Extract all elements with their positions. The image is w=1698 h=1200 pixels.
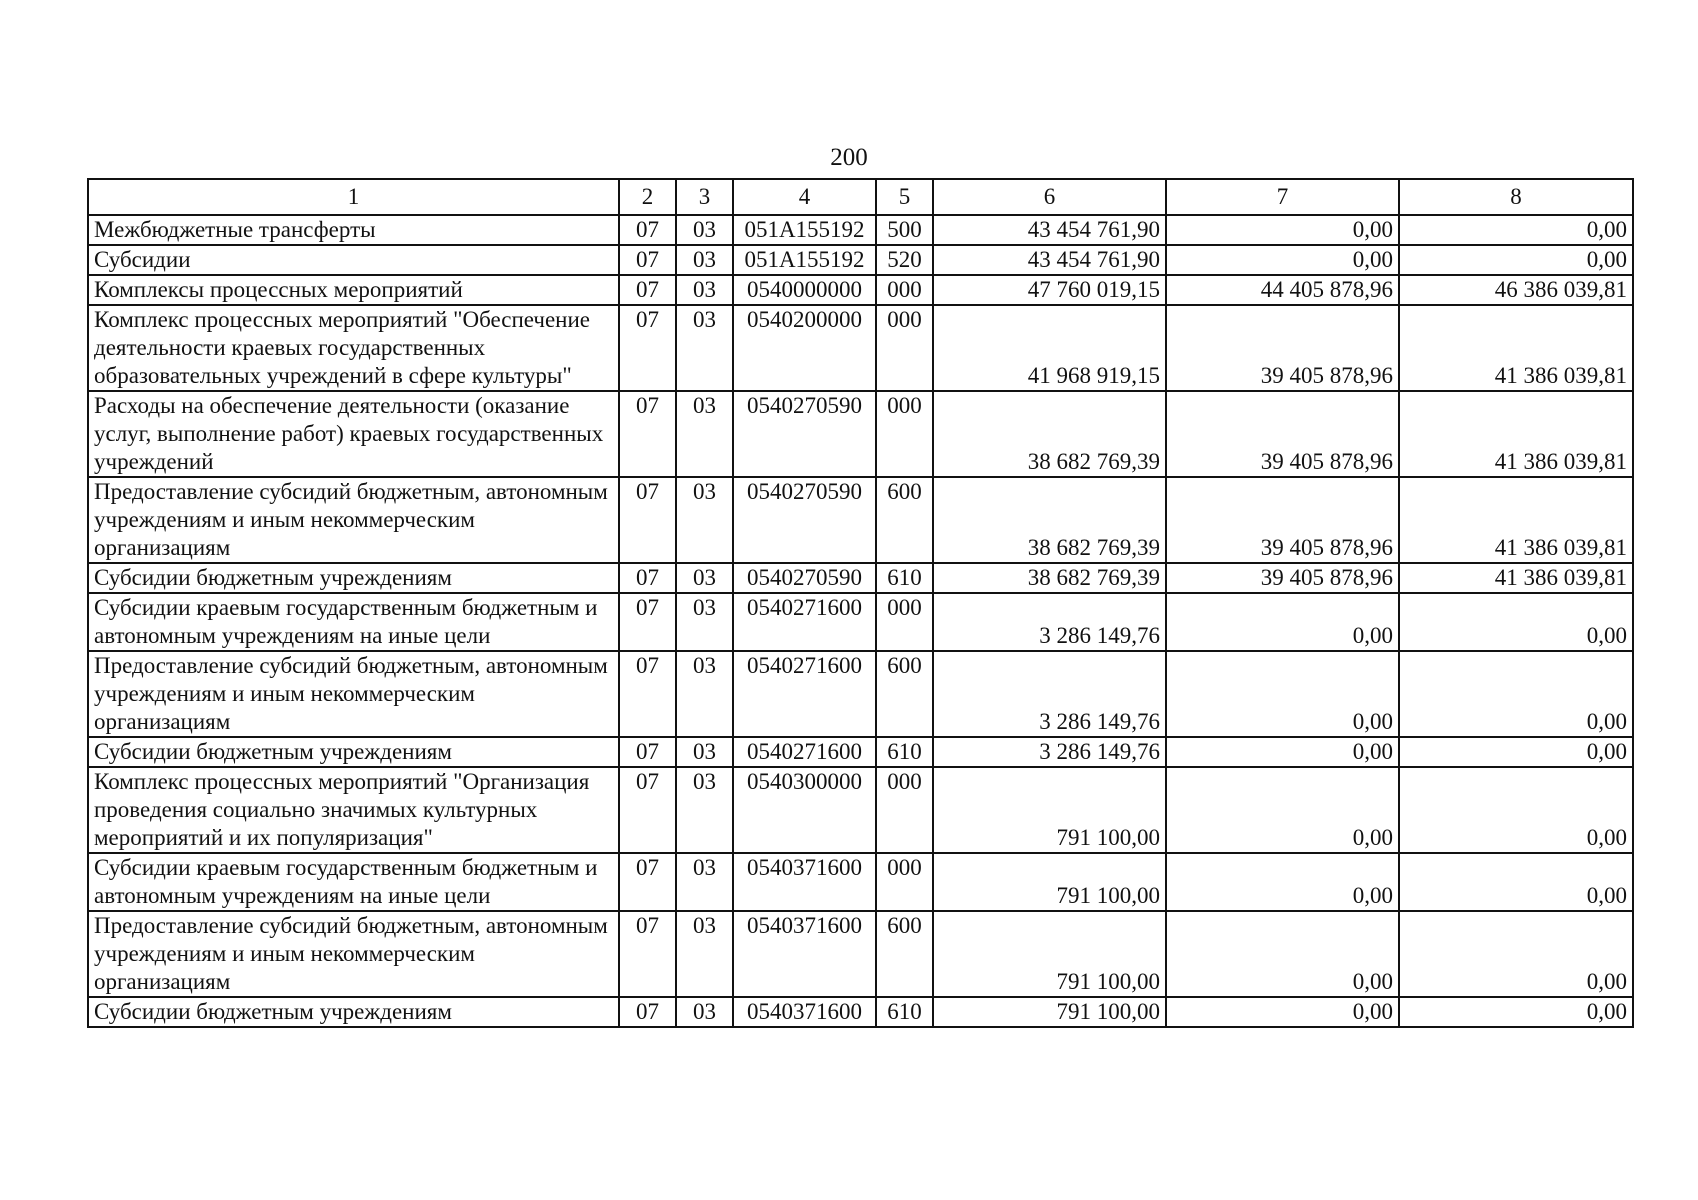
subsection-code-cell: 03 bbox=[676, 737, 733, 767]
target-article-cell: 0540371600 bbox=[733, 997, 876, 1027]
section-code-cell: 07 bbox=[619, 275, 676, 305]
table-row bbox=[88, 997, 1633, 1027]
section-code-cell: 07 bbox=[619, 477, 676, 563]
amount-col6-cell: 38 682 769,39 bbox=[933, 391, 1166, 477]
amount-col7-cell: 44 405 878,96 bbox=[1166, 275, 1399, 305]
subsection-code-cell: 03 bbox=[676, 245, 733, 275]
table-row bbox=[88, 593, 1633, 651]
amount-col8-cell: 41 386 039,81 bbox=[1399, 305, 1633, 391]
amount-col8-cell: 0,00 bbox=[1399, 767, 1633, 853]
amount-col6-cell: 791 100,00 bbox=[933, 767, 1166, 853]
amount-col7-cell: 0,00 bbox=[1166, 997, 1399, 1027]
expense-type-cell: 000 bbox=[876, 305, 933, 391]
amount-col6-cell: 38 682 769,39 bbox=[933, 563, 1166, 593]
amount-col6-cell: 38 682 769,39 bbox=[933, 477, 1166, 563]
subsection-code-cell: 03 bbox=[676, 911, 733, 997]
expense-type-cell: 000 bbox=[876, 767, 933, 853]
subsection-code-cell: 03 bbox=[676, 275, 733, 305]
expense-type-cell: 000 bbox=[876, 275, 933, 305]
target-article-cell: 0540271600 bbox=[733, 593, 876, 651]
subsection-code-cell: 03 bbox=[676, 651, 733, 737]
table-row bbox=[88, 767, 1633, 853]
expense-type-cell: 600 bbox=[876, 477, 933, 563]
target-article-cell: 0540300000 bbox=[733, 767, 876, 853]
budget-table bbox=[87, 178, 1634, 1028]
subsection-code-cell: 03 bbox=[676, 593, 733, 651]
amount-col8-cell: 0,00 bbox=[1399, 911, 1633, 997]
row-name-cell: Комплекс процессных мероприятий "Обеспечение деятельности краевых государственных образовательных учреждений в сфере культуры" bbox=[88, 305, 619, 391]
amount-col7-cell: 0,00 bbox=[1166, 651, 1399, 737]
expense-type-cell: 600 bbox=[876, 651, 933, 737]
amount-col8-cell: 0,00 bbox=[1399, 853, 1633, 911]
row-name-cell: Комплексы процессных мероприятий bbox=[88, 275, 619, 305]
column-header: 4 bbox=[733, 179, 876, 215]
row-name-cell: Субсидии бюджетным учреждениям bbox=[88, 997, 619, 1027]
expense-type-cell: 000 bbox=[876, 593, 933, 651]
expense-type-cell: 000 bbox=[876, 391, 933, 477]
amount-col6-cell: 791 100,00 bbox=[933, 997, 1166, 1027]
subsection-code-cell: 03 bbox=[676, 391, 733, 477]
column-header: 7 bbox=[1166, 179, 1399, 215]
table-row bbox=[88, 563, 1633, 593]
target-article-cell: 0540000000 bbox=[733, 275, 876, 305]
target-article-cell: 0540271600 bbox=[733, 737, 876, 767]
section-code-cell: 07 bbox=[619, 767, 676, 853]
amount-col6-cell: 791 100,00 bbox=[933, 853, 1166, 911]
target-article-cell: 0540371600 bbox=[733, 911, 876, 997]
column-header: 6 bbox=[933, 179, 1166, 215]
row-name-cell: Межбюджетные трансферты bbox=[88, 215, 619, 245]
amount-col6-cell: 3 286 149,76 bbox=[933, 737, 1166, 767]
target-article-cell: 0540270590 bbox=[733, 563, 876, 593]
subsection-code-cell: 03 bbox=[676, 215, 733, 245]
expense-type-cell: 610 bbox=[876, 737, 933, 767]
amount-col6-cell: 3 286 149,76 bbox=[933, 651, 1166, 737]
section-code-cell: 07 bbox=[619, 997, 676, 1027]
expense-type-cell: 500 bbox=[876, 215, 933, 245]
amount-col8-cell: 46 386 039,81 bbox=[1399, 275, 1633, 305]
row-name-cell: Комплекс процессных мероприятий "Организация проведения социально значимых культурных мероприятий и их популяризация" bbox=[88, 767, 619, 853]
row-name-cell: Субсидии бюджетным учреждениям bbox=[88, 737, 619, 767]
table-row bbox=[88, 911, 1633, 997]
row-name-cell: Субсидии бюджетным учреждениям bbox=[88, 563, 619, 593]
amount-col8-cell: 0,00 bbox=[1399, 997, 1633, 1027]
table-row bbox=[88, 853, 1633, 911]
amount-col7-cell: 39 405 878,96 bbox=[1166, 477, 1399, 563]
column-header: 2 bbox=[619, 179, 676, 215]
expense-type-cell: 520 bbox=[876, 245, 933, 275]
section-code-cell: 07 bbox=[619, 651, 676, 737]
amount-col8-cell: 0,00 bbox=[1399, 245, 1633, 275]
subsection-code-cell: 03 bbox=[676, 305, 733, 391]
amount-col7-cell: 0,00 bbox=[1166, 911, 1399, 997]
section-code-cell: 07 bbox=[619, 737, 676, 767]
target-article-cell: 0540371600 bbox=[733, 853, 876, 911]
expense-type-cell: 610 bbox=[876, 563, 933, 593]
column-header: 8 bbox=[1399, 179, 1633, 215]
amount-col8-cell: 0,00 bbox=[1399, 737, 1633, 767]
target-article-cell: 0540200000 bbox=[733, 305, 876, 391]
amount-col7-cell: 0,00 bbox=[1166, 593, 1399, 651]
row-name-cell: Субсидии bbox=[88, 245, 619, 275]
amount-col7-cell: 0,00 bbox=[1166, 853, 1399, 911]
table-row bbox=[88, 477, 1633, 563]
amount-col7-cell: 39 405 878,96 bbox=[1166, 305, 1399, 391]
amount-col7-cell: 39 405 878,96 bbox=[1166, 391, 1399, 477]
amount-col7-cell: 0,00 bbox=[1166, 737, 1399, 767]
row-name-cell: Предоставление субсидий бюджетным, автономным учреждениям и иным некоммерческим организациям bbox=[88, 911, 619, 997]
amount-col6-cell: 47 760 019,15 bbox=[933, 275, 1166, 305]
subsection-code-cell: 03 bbox=[676, 997, 733, 1027]
amount-col8-cell: 0,00 bbox=[1399, 651, 1633, 737]
amount-col8-cell: 41 386 039,81 bbox=[1399, 391, 1633, 477]
row-name-cell: Субсидии краевым государственным бюджетным и автономным учреждениям на иные цели bbox=[88, 853, 619, 911]
column-header: 5 bbox=[876, 179, 933, 215]
amount-col8-cell: 41 386 039,81 bbox=[1399, 477, 1633, 563]
amount-col8-cell: 0,00 bbox=[1399, 215, 1633, 245]
table-header-row bbox=[88, 179, 1633, 215]
expense-type-cell: 000 bbox=[876, 853, 933, 911]
table-row bbox=[88, 245, 1633, 275]
amount-col6-cell: 41 968 919,15 bbox=[933, 305, 1166, 391]
section-code-cell: 07 bbox=[619, 563, 676, 593]
section-code-cell: 07 bbox=[619, 305, 676, 391]
target-article-cell: 0540270590 bbox=[733, 391, 876, 477]
amount-col6-cell: 43 454 761,90 bbox=[933, 245, 1166, 275]
amount-col6-cell: 791 100,00 bbox=[933, 911, 1166, 997]
target-article-cell: 051A155192 bbox=[733, 245, 876, 275]
column-header: 1 bbox=[88, 179, 619, 215]
section-code-cell: 07 bbox=[619, 391, 676, 477]
table-row bbox=[88, 391, 1633, 477]
amount-col8-cell: 41 386 039,81 bbox=[1399, 563, 1633, 593]
subsection-code-cell: 03 bbox=[676, 767, 733, 853]
section-code-cell: 07 bbox=[619, 911, 676, 997]
row-name-cell: Расходы на обеспечение деятельности (оказание услуг, выполнение работ) краевых государственных учреждений bbox=[88, 391, 619, 477]
amount-col7-cell: 0,00 bbox=[1166, 215, 1399, 245]
row-name-cell: Предоставление субсидий бюджетным, автономным учреждениям и иным некоммерческим организациям bbox=[88, 477, 619, 563]
amount-col8-cell: 0,00 bbox=[1399, 593, 1633, 651]
page-number: 200 bbox=[830, 144, 868, 171]
section-code-cell: 07 bbox=[619, 853, 676, 911]
section-code-cell: 07 bbox=[619, 215, 676, 245]
target-article-cell: 0540270590 bbox=[733, 477, 876, 563]
row-name-cell: Предоставление субсидий бюджетным, автономным учреждениям и иным некоммерческим организациям bbox=[88, 651, 619, 737]
subsection-code-cell: 03 bbox=[676, 563, 733, 593]
table-row bbox=[88, 737, 1633, 767]
table-row bbox=[88, 275, 1633, 305]
table-row bbox=[88, 305, 1633, 391]
target-article-cell: 051A155192 bbox=[733, 215, 876, 245]
amount-col7-cell: 0,00 bbox=[1166, 767, 1399, 853]
expense-type-cell: 600 bbox=[876, 911, 933, 997]
table-row bbox=[88, 651, 1633, 737]
expense-type-cell: 610 bbox=[876, 997, 933, 1027]
section-code-cell: 07 bbox=[619, 593, 676, 651]
row-name-cell: Субсидии краевым государственным бюджетным и автономным учреждениям на иные цели bbox=[88, 593, 619, 651]
target-article-cell: 0540271600 bbox=[733, 651, 876, 737]
table-row bbox=[88, 215, 1633, 245]
section-code-cell: 07 bbox=[619, 245, 676, 275]
column-header: 3 bbox=[676, 179, 733, 215]
subsection-code-cell: 03 bbox=[676, 477, 733, 563]
amount-col6-cell: 3 286 149,76 bbox=[933, 593, 1166, 651]
amount-col7-cell: 39 405 878,96 bbox=[1166, 563, 1399, 593]
amount-col6-cell: 43 454 761,90 bbox=[933, 215, 1166, 245]
amount-col7-cell: 0,00 bbox=[1166, 245, 1399, 275]
subsection-code-cell: 03 bbox=[676, 853, 733, 911]
